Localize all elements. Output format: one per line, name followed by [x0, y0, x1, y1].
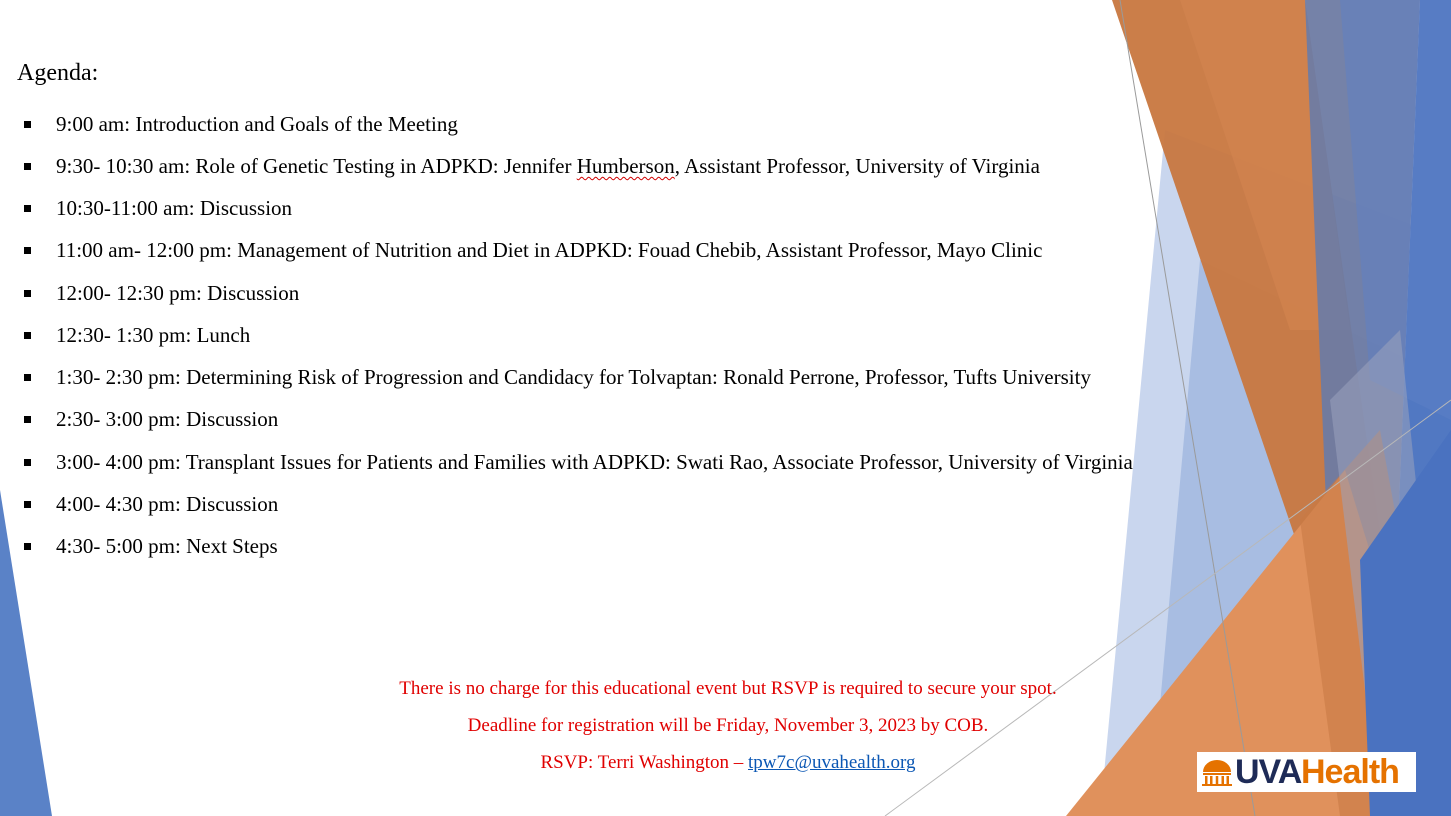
notice-line-deadline: Deadline for registration will be Friday, November 3, 2023 by COB.: [467, 715, 989, 736]
agenda-item-text: 3:00- 4:00 pm: Transplant Issues for Patients and Families with ADPKD: Swati Rao, Associate Professor, University of Virginia: [56, 450, 1133, 474]
square-bullet-icon: [24, 332, 31, 339]
agenda-item-text: 12:30- 1:30 pm: Lunch: [56, 323, 251, 347]
spellcheck-flagged-word[interactable]: Humberson: [576, 154, 675, 178]
agenda-item-text: 12:00- 12:30 pm: Discussion: [56, 281, 300, 305]
square-bullet-icon: [24, 374, 31, 381]
agenda-item-text: 4:00- 4:30 pm: Discussion: [56, 492, 279, 516]
rsvp-label: RSVP: Terri Washington –: [540, 752, 749, 773]
square-bullet-icon: [24, 543, 31, 550]
agenda-item-text: 10:30-11:00 am: Discussion: [56, 196, 293, 220]
square-bullet-icon: [24, 501, 31, 508]
agenda-heading: Agenda:: [17, 60, 99, 86]
uva-health-logo: [1197, 752, 1416, 792]
square-bullet-icon: [24, 205, 31, 212]
agenda-item-text: 9:00 am: Introduction and Goals of the Meeting: [56, 112, 458, 136]
square-bullet-icon: [24, 459, 31, 466]
agenda-item-text: 2:30- 3:00 pm: Discussion: [56, 407, 279, 431]
square-bullet-icon: [24, 247, 31, 254]
notice-line-charge: There is no charge for this educational event but RSVP is required to secure your spot.: [399, 678, 1057, 699]
square-bullet-icon: [24, 163, 31, 170]
logo-text-health: Health: [1301, 753, 1399, 791]
logo-text-uva: UVA: [1235, 753, 1302, 791]
agenda-item-text: 4:30- 5:00 pm: Next Steps: [56, 534, 278, 558]
agenda-item-text: 11:00 am- 12:00 pm: Management of Nutrition and Diet in ADPKD: Fouad Chebib, Assistant Professor, Mayo Clinic: [56, 238, 1043, 262]
agenda-item-text-part: 9:30- 10:30 am: Role of Genetic Testing in ADPKD: Jennifer: [56, 154, 577, 178]
square-bullet-icon: [24, 290, 31, 297]
square-bullet-icon: [24, 121, 31, 128]
agenda-item-text: [56, 152, 1040, 180]
square-bullet-icon: [24, 416, 31, 423]
rotunda-dome-icon: [1201, 758, 1233, 786]
agenda-item-text: 1:30- 2:30 pm: Determining Risk of Progression and Candidacy for Tolvaptan: Ronald Perrone, Professor, Tufts University: [56, 365, 1091, 389]
agenda-item-text-part: , Assistant Professor, University of Virginia: [674, 154, 1040, 178]
rsvp-email-link[interactable]: tpw7c@uvahealth.org: [748, 752, 916, 773]
